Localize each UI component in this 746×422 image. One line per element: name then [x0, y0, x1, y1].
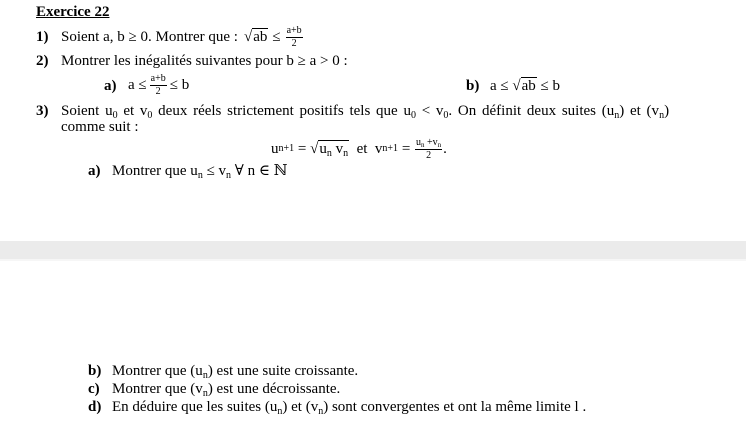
q3a-text: Montrer que $u_n \le v_n$ ∀ n ∈ ℕ	[112, 163, 288, 181]
q3-line1: Soient $u_0$ et $v_0$ deux réels strictement positifs tels que $u_0 < v_0$. On définit deux suites $(u_n)$ et $(v_n)$	[61, 103, 670, 121]
q2-text: Montrer les inégalités suivantes pour b ≥ a > 0 :	[61, 53, 348, 69]
q3-recurrence-formula: u n+1 = $√u_n$ $v_n$ et v n+1 = $\frac{u_n +v_n}{2}$ .	[271, 136, 447, 161]
q3d-label: d)	[88, 399, 102, 415]
q3d-text: En déduire que les suites $(u_n)$ et $(v_n)$ sont convergentes et ont la même limite l .	[112, 399, 587, 417]
q3b-text: Montrer que $(u_n)$ est une suite croissante.	[112, 363, 359, 381]
q1-line	[61, 22, 304, 52]
q1-sqrt: √ab	[243, 29, 268, 45]
q1-text: Soient a, b ≥ 0. Montrer que :	[61, 29, 238, 45]
page-separator	[0, 241, 746, 259]
q2a-fraction: $\frac{a+b}{2}$	[150, 72, 166, 97]
q1-operator: ≤	[272, 29, 281, 45]
q3b-label: b)	[88, 363, 102, 379]
q3-formula-fraction: $\frac{u_n +v_n}{2}$	[416, 136, 442, 161]
q1-number: 1)	[36, 29, 49, 45]
q2a-label: a)	[104, 78, 117, 94]
q3c-text: Montrer que $(v_n)$ est une décroissante.	[112, 381, 341, 399]
q2b-expression: a ≤ √ab ≤ b	[490, 78, 561, 94]
q2b-label: b)	[466, 78, 480, 94]
exercise-title: Exercice 22	[36, 4, 110, 20]
q2-number: 2)	[36, 53, 49, 69]
q3-number: 3)	[36, 103, 49, 119]
q3-formula-sqrt: $√u_n$ $v_n$	[310, 141, 349, 159]
q3-line2: comme suit :	[61, 119, 139, 135]
q2a-expression: a ≤ $\frac{a+b}{2}$ ≤ b	[128, 72, 190, 97]
q1-fraction: $\frac{a+b}{2}$	[286, 24, 302, 49]
q3a-label: a)	[88, 163, 101, 179]
page-separator-edge	[0, 259, 746, 261]
q3c-label: c)	[88, 381, 100, 397]
